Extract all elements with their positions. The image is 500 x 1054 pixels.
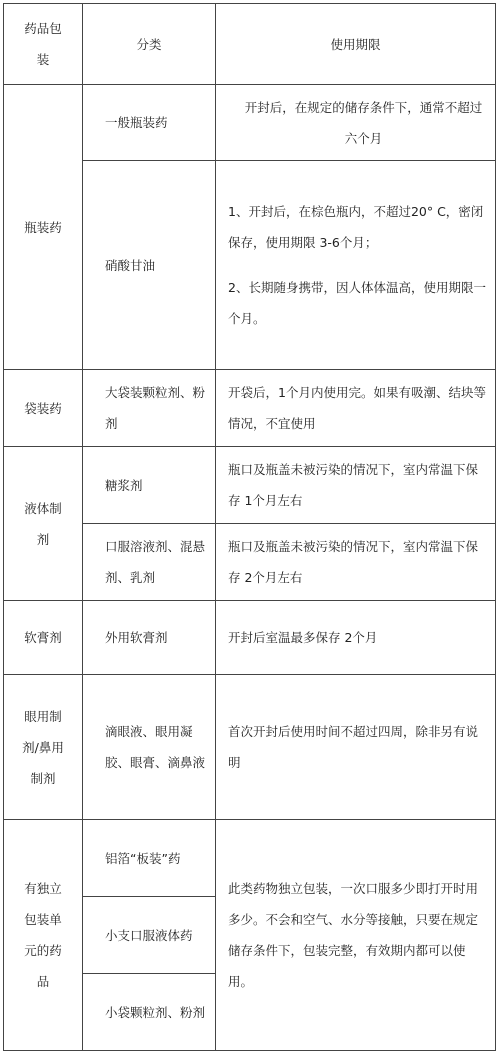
period-cell: 开袋后，1个月内使用完。如果有吸潮、结块等情况，不宜使用 — [216, 370, 496, 447]
group-label-bag: 袋装药 — [4, 370, 83, 447]
period-cell: 此类药物独立包装，一次口服多少即打开时用多少。不会和空气、水分等接触，只要在规定储存条件下，包装完整，有效期内都可以使用。 — [216, 820, 496, 1051]
category-cell: 滴眼液、眼用凝胶、眼膏、滴鼻液 — [83, 675, 216, 820]
table-row — [4, 370, 496, 447]
category-cell: 大袋装颗粒剂、粉剂 — [83, 370, 216, 447]
table-row — [4, 447, 496, 524]
group-label-ointment: 软膏剂 — [4, 601, 83, 675]
category-cell: 口服溶液剂、混悬剂、乳剂 — [83, 524, 216, 601]
group-label-liquid: 液体制剂 — [4, 447, 83, 601]
header-category: 分类 — [83, 4, 216, 85]
header-packaging: 药品包装 — [4, 4, 83, 85]
group-label-unit: 有独立包装单元的药品 — [4, 820, 83, 1051]
table-row — [4, 675, 496, 820]
category-cell: 一般瓶装药 — [83, 85, 216, 161]
period-cell: 瓶口及瓶盖未被污染的情况下，室内常温下保存 1个月左右 — [216, 447, 496, 524]
table-row — [4, 85, 496, 161]
table-row — [4, 601, 496, 675]
category-cell: 铝箔“板装”药 — [83, 820, 216, 897]
category-cell: 小支口服液体药 — [83, 897, 216, 974]
group-label-bottle: 瓶装药 — [4, 85, 83, 370]
medicine-storage-table — [3, 3, 496, 1051]
table-header-row — [4, 4, 496, 85]
category-cell: 硝酸甘油 — [83, 161, 216, 370]
group-label-eye-nose: 眼用制剂/鼻用制剂 — [4, 675, 83, 820]
category-cell: 外用软膏剂 — [83, 601, 216, 675]
table-row — [4, 820, 496, 897]
period-cell: 开封后，在规定的储存条件下，通常不超过六个月 — [216, 85, 496, 161]
period-cell: 1、开封后，在棕色瓶内，不超过20° C，密闭保存，使用期限 3-6个月； 2、长期随身携带，因人体体温高，使用期限一个月。 — [216, 161, 496, 370]
period-cell: 开封后室温最多保存 2个月 — [216, 601, 496, 675]
period-cell: 瓶口及瓶盖未被污染的情况下，室内常温下保存 2个月左右 — [216, 524, 496, 601]
category-cell: 小袋颗粒剂、粉剂 — [83, 974, 216, 1051]
period-cell: 首次开封后使用时间不超过四周，除非另有说明 — [216, 675, 496, 820]
header-period: 使用期限 — [216, 4, 496, 85]
category-cell: 糖浆剂 — [83, 447, 216, 524]
